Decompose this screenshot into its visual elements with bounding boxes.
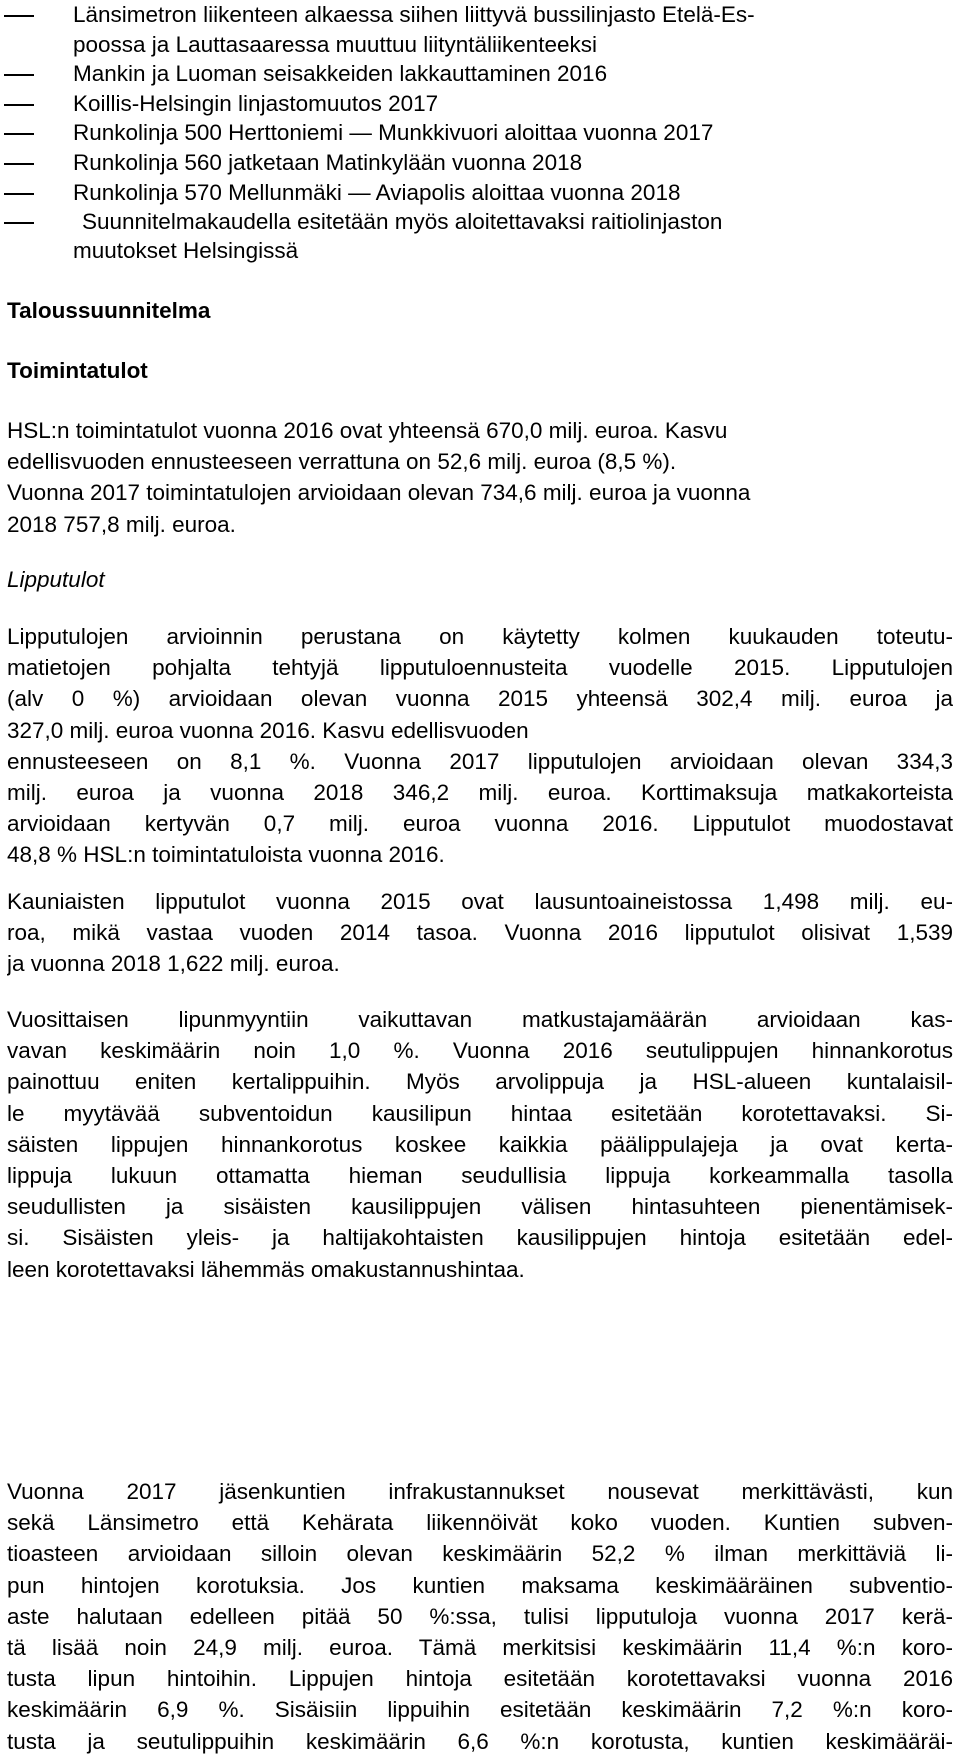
text-line: ja vuonna 2018 1,622 milj. euroa.: [7, 951, 340, 977]
text-line: 327,0 milj. euroa vuonna 2016. Kasvu edellisvuoden: [7, 717, 529, 743]
bullet-list: [0, 0, 960, 237]
list-item-text: poossa ja Lauttasaaressa muuttuu liityntäliikenteeksi: [73, 31, 598, 57]
list-item: [0, 59, 960, 89]
text-line: matietojen pohjalta tehtyjä lipputuloennusteita vuodelle 2015. Lipputulojen: [7, 655, 953, 681]
list-item-continuation: muutokset Helsingissä: [73, 238, 299, 263]
text-line: Kauniaisten lipputulot vuonna 2015 ovat lausuntoaineistossa 1,498 milj. eu-: [7, 889, 953, 914]
text-line: keskimäärin 6,9 %. Sisäisiin lippuihin esitetään keskimäärin 7,2 %:n koro-: [7, 1697, 953, 1723]
text-line: Vuonna 2017 jäsenkuntien infrakustannukset nousevat merkittävästi, kun: [7, 1479, 953, 1504]
list-item: [0, 30, 960, 60]
section-heading-taloussuunnitelma: Taloussuunnitelma: [7, 298, 211, 323]
list-item-text: Runkolinja 560 jatketaan Matinkylään vuonna 2018: [73, 149, 583, 175]
paragraph-vuosittaisen: [7, 1004, 953, 1285]
list-item-text: Runkolinja 570 Mellunmäki — Aviapolis aloittaa vuonna 2018: [73, 179, 681, 205]
text-line: sekä Länsimetro että Kehärata liikennöivät koko vuoden. Kuntien subven-: [7, 1510, 953, 1536]
text-line: Lipputulojen arvioinnin perustana on käytetty kolmen kuukauden toteutu-: [7, 624, 953, 649]
text-line: 2018 757,8 milj. euroa.: [7, 511, 236, 537]
text-line: tä lisää noin 24,9 milj. euroa. Tämä merkitsisi keskimäärin 11,4 %:n koro-: [7, 1634, 953, 1660]
text-line: HSL:n toimintatulot vuonna 2016 ovat yhteensä 670,0 milj. euroa. Kasvu: [7, 418, 728, 443]
text-line: pun hintojen korotuksia. Jos kuntien maksama keskimääräinen subventio-: [7, 1572, 953, 1598]
list-item-text: Mankin ja Luoman seisakkeiden lakkauttaminen 2016: [73, 61, 608, 87]
paragraph-vuonna-2017: [7, 1476, 953, 1757]
list-item: [0, 148, 960, 178]
text-line: aste halutaan edelleen pitää 50 %:ssa, tulisi lipputuloja vuonna 2017 kerä-: [7, 1603, 953, 1629]
text-line: tioasteen arvioidaan silloin olevan keskimäärin 52,2 % ilman merkittäviä li-: [7, 1541, 953, 1567]
dash-marker: [4, 193, 34, 195]
dash-marker: [4, 133, 34, 135]
paragraph-toimintatulot: [7, 415, 953, 540]
text-line: säisten lippujen hinnankorotus koskee kaikkia päälippulajeja ja ovat kerta-: [7, 1131, 953, 1157]
text-line: seudullisten ja sisäisten kausilippujen välisen hintasuhteen pienentämisek-: [7, 1194, 953, 1220]
list-item-text: Länsimetron liikenteen alkaessa siihen liittyvä bussilinjasto Etelä-Es-: [73, 2, 755, 27]
section-heading-lipputulot: Lipputulot: [7, 567, 105, 592]
list-item: [0, 118, 960, 148]
text-line: Vuonna 2017 toimintatulojen arvioidaan olevan 734,6 milj. euroa ja vuonna: [7, 480, 751, 506]
dash-marker: [4, 222, 34, 224]
paragraph-lipputulot: [7, 621, 953, 871]
list-item-text: Runkolinja 500 Herttoniemi — Munkkivuori aloittaa vuonna 2017: [73, 120, 714, 146]
text-line: milj. euroa ja vuonna 2018 346,2 milj. euroa. Korttimaksuja matkakorteista: [7, 779, 953, 805]
text-line: 48,8 % HSL:n toimintatuloista vuonna 2016.: [7, 842, 445, 868]
dash-marker: [4, 163, 34, 165]
dash-marker: [4, 15, 34, 17]
text-line: tusta lipun hintoihin. Lippujen hintoja esitetään korotettavaksi vuonna 2016: [7, 1666, 953, 1692]
text-line: arvioidaan kertyvän 0,7 milj. euroa vuonna 2016. Lipputulot muodostavat: [7, 811, 953, 837]
section-heading-toimintatulot: Toimintatulot: [7, 358, 148, 383]
list-item: [0, 207, 960, 237]
text-line: leen korotettavaksi lähemmäs omakustannushintaa.: [7, 1256, 525, 1282]
list-item: [0, 0, 960, 30]
text-line: tusta ja seutulippuihin keskimäärin 6,6 %:n korotusta, kuntien keskimääräi-: [7, 1728, 953, 1754]
text-line: lippuja lukuun ottamatta hieman seudullisia lippuja korkeammalla tasolla: [7, 1162, 953, 1188]
list-item-text: Koillis-Helsingin linjastomuutos 2017: [73, 90, 439, 116]
paragraph-kauniainen: [7, 886, 953, 980]
text-line: si. Sisäisten yleis- ja haltijakohtaisten kausilippujen hintoja esitetään edel-: [7, 1225, 953, 1251]
text-line: (alv 0 %) arvioidaan olevan vuonna 2015 yhteensä 302,4 milj. euroa ja: [7, 686, 953, 712]
text-line: edellisvuoden ennusteeseen verrattuna on 52,6 milj. euroa (8,5 %).: [7, 449, 677, 475]
dash-marker: [4, 104, 34, 106]
text-line: Vuosittaisen lipunmyyntiin vaikuttavan matkustajamäärän arvioidaan kas-: [7, 1007, 953, 1032]
text-line: roa, mikä vastaa vuoden 2014 tasoa. Vuonna 2016 lipputulot olisivat 1,539: [7, 920, 953, 946]
dash-marker: [4, 74, 34, 76]
text-line: le myytävää subventoidun kausilipun hintaa esitetään korotettavaksi. Si-: [7, 1100, 953, 1126]
list-item: [0, 89, 960, 119]
text-line: painottuu eniten kertalippuihin. Myös arvolippuja ja HSL-alueen kuntalaisil-: [7, 1069, 953, 1095]
list-item: [0, 178, 960, 208]
text-line: vavan keskimäärin noin 1,0 %. Vuonna 2016 seutulippujen hinnankorotus: [7, 1038, 953, 1064]
text-line: ennusteeseen on 8,1 %. Vuonna 2017 lipputulojen arvioidaan olevan 334,3: [7, 748, 953, 774]
list-item-text: Suunnitelmakaudella esitetään myös aloitettavaksi raitiolinjaston: [82, 209, 723, 235]
